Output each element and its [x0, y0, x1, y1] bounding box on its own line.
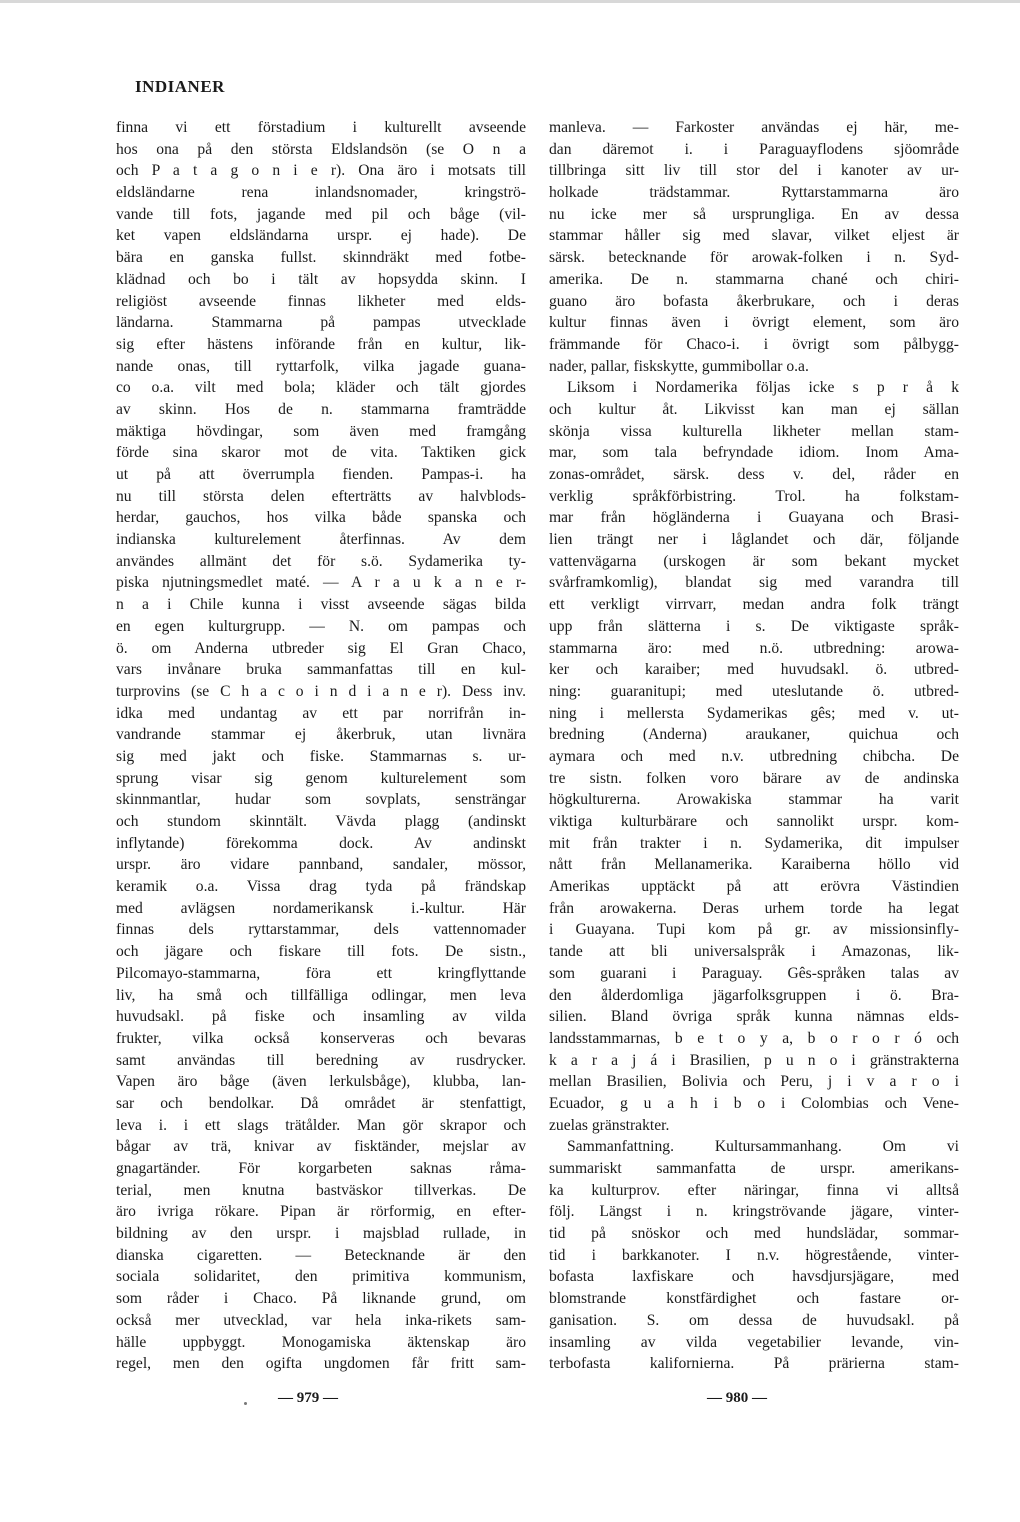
text-line: dan däremot i. i Paraguayflodens sjöområde: [549, 140, 959, 158]
text-line: vattenvägarna (urskogen är som bekant mycket: [549, 552, 959, 570]
text-line: förde sina skaror mot de vita. Taktiken gick: [116, 444, 526, 462]
text-line: Vapen äro båge (även lerkulsbåge), klubba, lan-: [116, 1073, 526, 1091]
text-line: religiöst avseende finnas likheter med elds-: [116, 292, 526, 310]
text-line: zuelas gränstrakter.: [549, 1116, 670, 1134]
text-line: mar från högländerna i Guayana och Brasi-: [549, 509, 959, 527]
text-line: holkade trädstammar. Ryttarstammarna äro: [549, 184, 959, 202]
text-line: ning i mellersta Sydamerikas gês; med v. ut-: [549, 704, 959, 722]
text-line: den ålderdomliga jägarfolksgruppen i ö. Bra-: [549, 986, 959, 1004]
text-line: svårframkomlig), blandat sig med varandra till: [549, 574, 959, 592]
text-line: kultur finnas även i övrigt element, som äro: [549, 314, 959, 332]
text-line: tande att bli universalspråk i Amazonas, lik-: [549, 943, 959, 961]
page-number-left: — 979 —: [278, 1390, 338, 1406]
text-line: co o.a. vilt med bola; kläder och tält gjordes: [116, 379, 526, 397]
text-line: landsstammarnas, b e t o y a, b o r o r ó och: [549, 1029, 959, 1047]
text-line: Ecuador, g u a h i b o i Colombias och Vene-: [549, 1094, 959, 1112]
text-line: och stundom skinntält. Vävda plagg (andinskt: [116, 813, 526, 830]
text-line: tre sistn. folken voro bärare av de andinska: [549, 769, 959, 787]
text-line: liv, ha små och tillfälliga odlingar, men leva: [116, 986, 526, 1004]
text-line: silien. Bland övriga språk kunna nämnas elds-: [549, 1008, 959, 1026]
text-line: också mer utvecklad, var hela inka-rikets sam-: [116, 1311, 526, 1329]
page-top-edge: [0, 0, 1020, 3]
text-line: terbofasta kalifornierna. På prärierna stam-: [549, 1355, 959, 1373]
text-line: bära en ganska fullst. skinndräkt med fotbe-: [116, 249, 526, 267]
page-number-right: — 980 —: [707, 1390, 767, 1406]
text-line: sig efter hästens införande från en kultur, lik-: [116, 335, 526, 353]
text-line: bofasta laxfiskare och havsdjursjägare, med: [549, 1268, 959, 1286]
text-line: indianska kulturelement återfinnas. Av dem: [116, 531, 526, 549]
text-line: aymara och med n.v. utbredning chibcha. De: [549, 747, 959, 765]
text-line: verklig språkförbistring. Trol. ha folkstam-: [549, 487, 959, 505]
text-line: och kultur åt. Likvisst kan man ej sällan: [549, 400, 959, 418]
text-line: keramik o.a. Vissa drag tyda på frändskap: [116, 878, 526, 896]
text-line: mellan Brasilien, Bolivia och Peru, j i v a r o i: [549, 1073, 959, 1091]
text-line: ö. om Anderna utbreder sig El Gran Chaco,: [116, 639, 526, 657]
text-line: en egen kulturgrupp. — N. om pampas och: [116, 617, 526, 635]
speck: [244, 1402, 247, 1405]
text-line: skönja vissa kulturella likheter mellan stam-: [549, 422, 959, 440]
text-line: guano äro bofasta åkerbrukare, och i deras: [549, 292, 959, 310]
text-line: mar, som tala befryndade idiom. Inom Ama-: [549, 444, 959, 462]
text-line: mit från trakter i n. Sydamerika, dit impulser: [549, 834, 959, 852]
text-line: frukter, vilka också konserveras och bevaras: [116, 1029, 526, 1047]
text-line: zonas-området, särsk. dess v. del, råder en: [549, 466, 959, 483]
text-line: tid på snöskor och med hundslädar, sommar-: [549, 1225, 959, 1243]
text-line: vande till fots, jagande med pil och båge (vil-: [116, 205, 526, 223]
text-line: och jägare och fiskare till fots. De sistn.,: [116, 943, 526, 961]
text-line: sar och bendolkar. Då området är stenfattigt,: [116, 1094, 526, 1112]
text-line: och P a t a g o n i e r). Ona äro i motsats till: [116, 162, 526, 180]
text-line: piska njutningsmedlet maté. — A r a u k a n e r-: [116, 574, 526, 592]
text-line: stammar håller sig med slavar, vilket eljest är: [549, 227, 959, 245]
text-line: av skinn. Hos de n. stammarna framträdde: [116, 400, 526, 418]
text-line: med avlägsen nordamerikansk i.-kultur. Här: [116, 899, 526, 917]
text-line: regel, men den ogifta ungdomen får fritt sam-: [116, 1355, 526, 1373]
text-line: idka med undantag av ett par norrifrån in-: [116, 704, 526, 722]
text-line: skinnmantlar, hudar som sovplats, sensträngar: [116, 791, 526, 809]
text-line: tid i barkkanoter. I n.v. högrestående, vinter-: [549, 1246, 959, 1264]
text-line: eldsländarne rena inlandsnomader, kringströ-: [116, 184, 526, 202]
text-line: insamling av vilda vegetabilier levande, vin-: [549, 1333, 959, 1351]
text-line: viktiga kulturbärare och sannolikt urspr. kom-: [549, 813, 959, 830]
text-line: ka kulturprov. efter näringar, finna vi alltså: [549, 1181, 959, 1199]
text-line: som råder i Chaco. På liknande grund, om: [116, 1290, 526, 1308]
text-line: nått från Mellanamerika. Karaiberna höllo vid: [549, 856, 959, 874]
text-line: lien trängt ner i låglandet och där, följande: [549, 531, 959, 549]
text-line: Amerikas upptäckt på att erövra Västindien: [549, 878, 959, 896]
text-line: Sammanfattning. Kultursammanhang. Om vi: [567, 1138, 959, 1156]
text-line: dianska cigaretten. — Betecknande är den: [116, 1246, 526, 1264]
text-line: från arowakerna. Deras urhem torde ha legat: [549, 899, 959, 917]
text-line: leva i. i ett slags trätålder. Man gör skrapor och: [116, 1116, 526, 1134]
text-line: upp från slätterna i s. De viktigaste språk-: [549, 617, 959, 635]
text-line: särsk. betecknande för arowak-folken i n. Syd-: [549, 249, 959, 267]
text-line: bredning (Anderna) araukaner, quichua och: [549, 726, 959, 744]
text-line: i Guayana. Tupi kom på gr. av missionsinfly-: [549, 921, 959, 939]
running-header: INDIANER: [135, 77, 225, 96]
text-line: nader, pallar, fiskskytte, gummibollar o.a.: [549, 357, 809, 375]
text-line: nande onas, till ryttarfolk, vilka jagade guana-: [116, 357, 526, 375]
text-line: urspr. äro vidare pannband, sandaler, mössor,: [116, 856, 526, 874]
text-line: ning: guaranitupi; med uteslutande ö. utbred-: [549, 682, 959, 700]
text-line: huvudsakl. på fiske och insamling av vilda: [116, 1008, 526, 1026]
text-line: som guarani i Paraguay. Gês-språken talas av: [549, 964, 959, 982]
left-column: [116, 117, 526, 1375]
text-line: tillbringa sitt liv till stor del i kanoter av ur-: [549, 162, 959, 180]
text-line: gnagartänder. För korgarbeten saknas råma-: [116, 1160, 526, 1177]
text-line: samt användas till beredning av rusdrycker.: [116, 1051, 526, 1069]
text-line: vars invånare bruka sammanfattas till en kul-: [116, 661, 526, 679]
text-line: ker och karaiber; med huvudsakl. ö. utbred-: [549, 661, 959, 679]
text-line: klädnad och bo i tält av hopsydda skinn. I: [116, 270, 526, 288]
text-line: hos ona på den största Eldslandsön (se O n a: [116, 140, 526, 158]
text-line: ganisation. S. om dessa de huvudsakl. på: [549, 1311, 959, 1329]
text-line: mäktiga hövdingar, som även med framgång: [116, 422, 526, 440]
text-line: vandrande stammar ej åkerbruk, utan livnära: [116, 726, 526, 744]
text-line: högkulturerna. Arowakiska stammar ha varit: [549, 791, 959, 809]
text-line: summariskt sammanfatta de urspr. amerikans-: [549, 1160, 959, 1177]
text-line: äro ivriga rökare. Pipan är rörformig, en efter-: [116, 1203, 526, 1221]
text-line: Liksom i Nordamerika följas icke s p r å k: [567, 379, 959, 397]
text-line: herdar, gauchos, hos vilka både spanska och: [116, 509, 526, 527]
text-line: Pilcomayo-stammarna, föra ett kringflyttande: [116, 964, 526, 982]
right-column: [549, 117, 959, 1375]
text-line: bildning av den urspr. i majsblad rullade, in: [116, 1225, 526, 1243]
text-line: nu icke mer så ursprungliga. En av dessa: [549, 205, 959, 223]
text-line: ett verkligt virrvarr, medan andra folk trängt: [549, 596, 959, 614]
text-line: främmande för Chaco-i. i övrigt som pålbygg-: [549, 335, 959, 353]
text-line: sociala solidaritet, den primitiva kommunism,: [116, 1268, 526, 1286]
text-line: blomstrande konstfärdighet och fastare or-: [549, 1290, 959, 1308]
text-line: användes allmänt det för s.ö. Sydamerika ty-: [116, 552, 526, 570]
text-line: bågar av trä, knivar av fisktänder, mejslar av: [116, 1138, 526, 1156]
text-line: hälle uppbyggt. Monogamiska äktenskap äro: [116, 1333, 526, 1351]
text-line: manleva. — Farkoster användas ej här, me-: [549, 119, 959, 136]
text-line: sig med jakt och fiske. Stammarnas s. ur-: [116, 747, 526, 765]
text-line: n a i Chile kunna i visst avseende sägas bilda: [116, 596, 526, 614]
text-line: amerika. De n. stammarna chané och chiri-: [549, 270, 959, 288]
text-line: ut på att överrumpla fienden. Pampas-i. ha: [116, 466, 526, 483]
text-line: följ. Längst i n. kringströvande jägare, vinter-: [549, 1203, 959, 1221]
text-line: terial, men knutna bastväskor tillverkas. De: [116, 1181, 526, 1199]
text-line: finna vi ett förstadium i kulturellt avseende: [116, 119, 526, 136]
text-line: ländarna. Stammarna på pampas utvecklade: [116, 314, 526, 332]
text-line: sprung visar sig genom kulturelement som: [116, 769, 526, 787]
text-line: stammarna äro: med n.ö. utbredning: arowa-: [549, 639, 959, 657]
text-line: turprovins (se C h a c o i n d i a n e r). Dess inv.: [116, 682, 526, 700]
text-line: ket vapen eldsländarna urspr. ej hade). De: [116, 227, 526, 245]
text-line: inflytande) förekomma dock. Av andinskt: [116, 834, 526, 852]
text-line: nu till största delen efterträtts av halvblods-: [116, 487, 526, 505]
text-line: k a r a j á i Brasilien, p u n o i gränstrakterna: [549, 1051, 959, 1069]
text-line: finnas dels ryttarstammar, dels vattennomader: [116, 921, 526, 939]
